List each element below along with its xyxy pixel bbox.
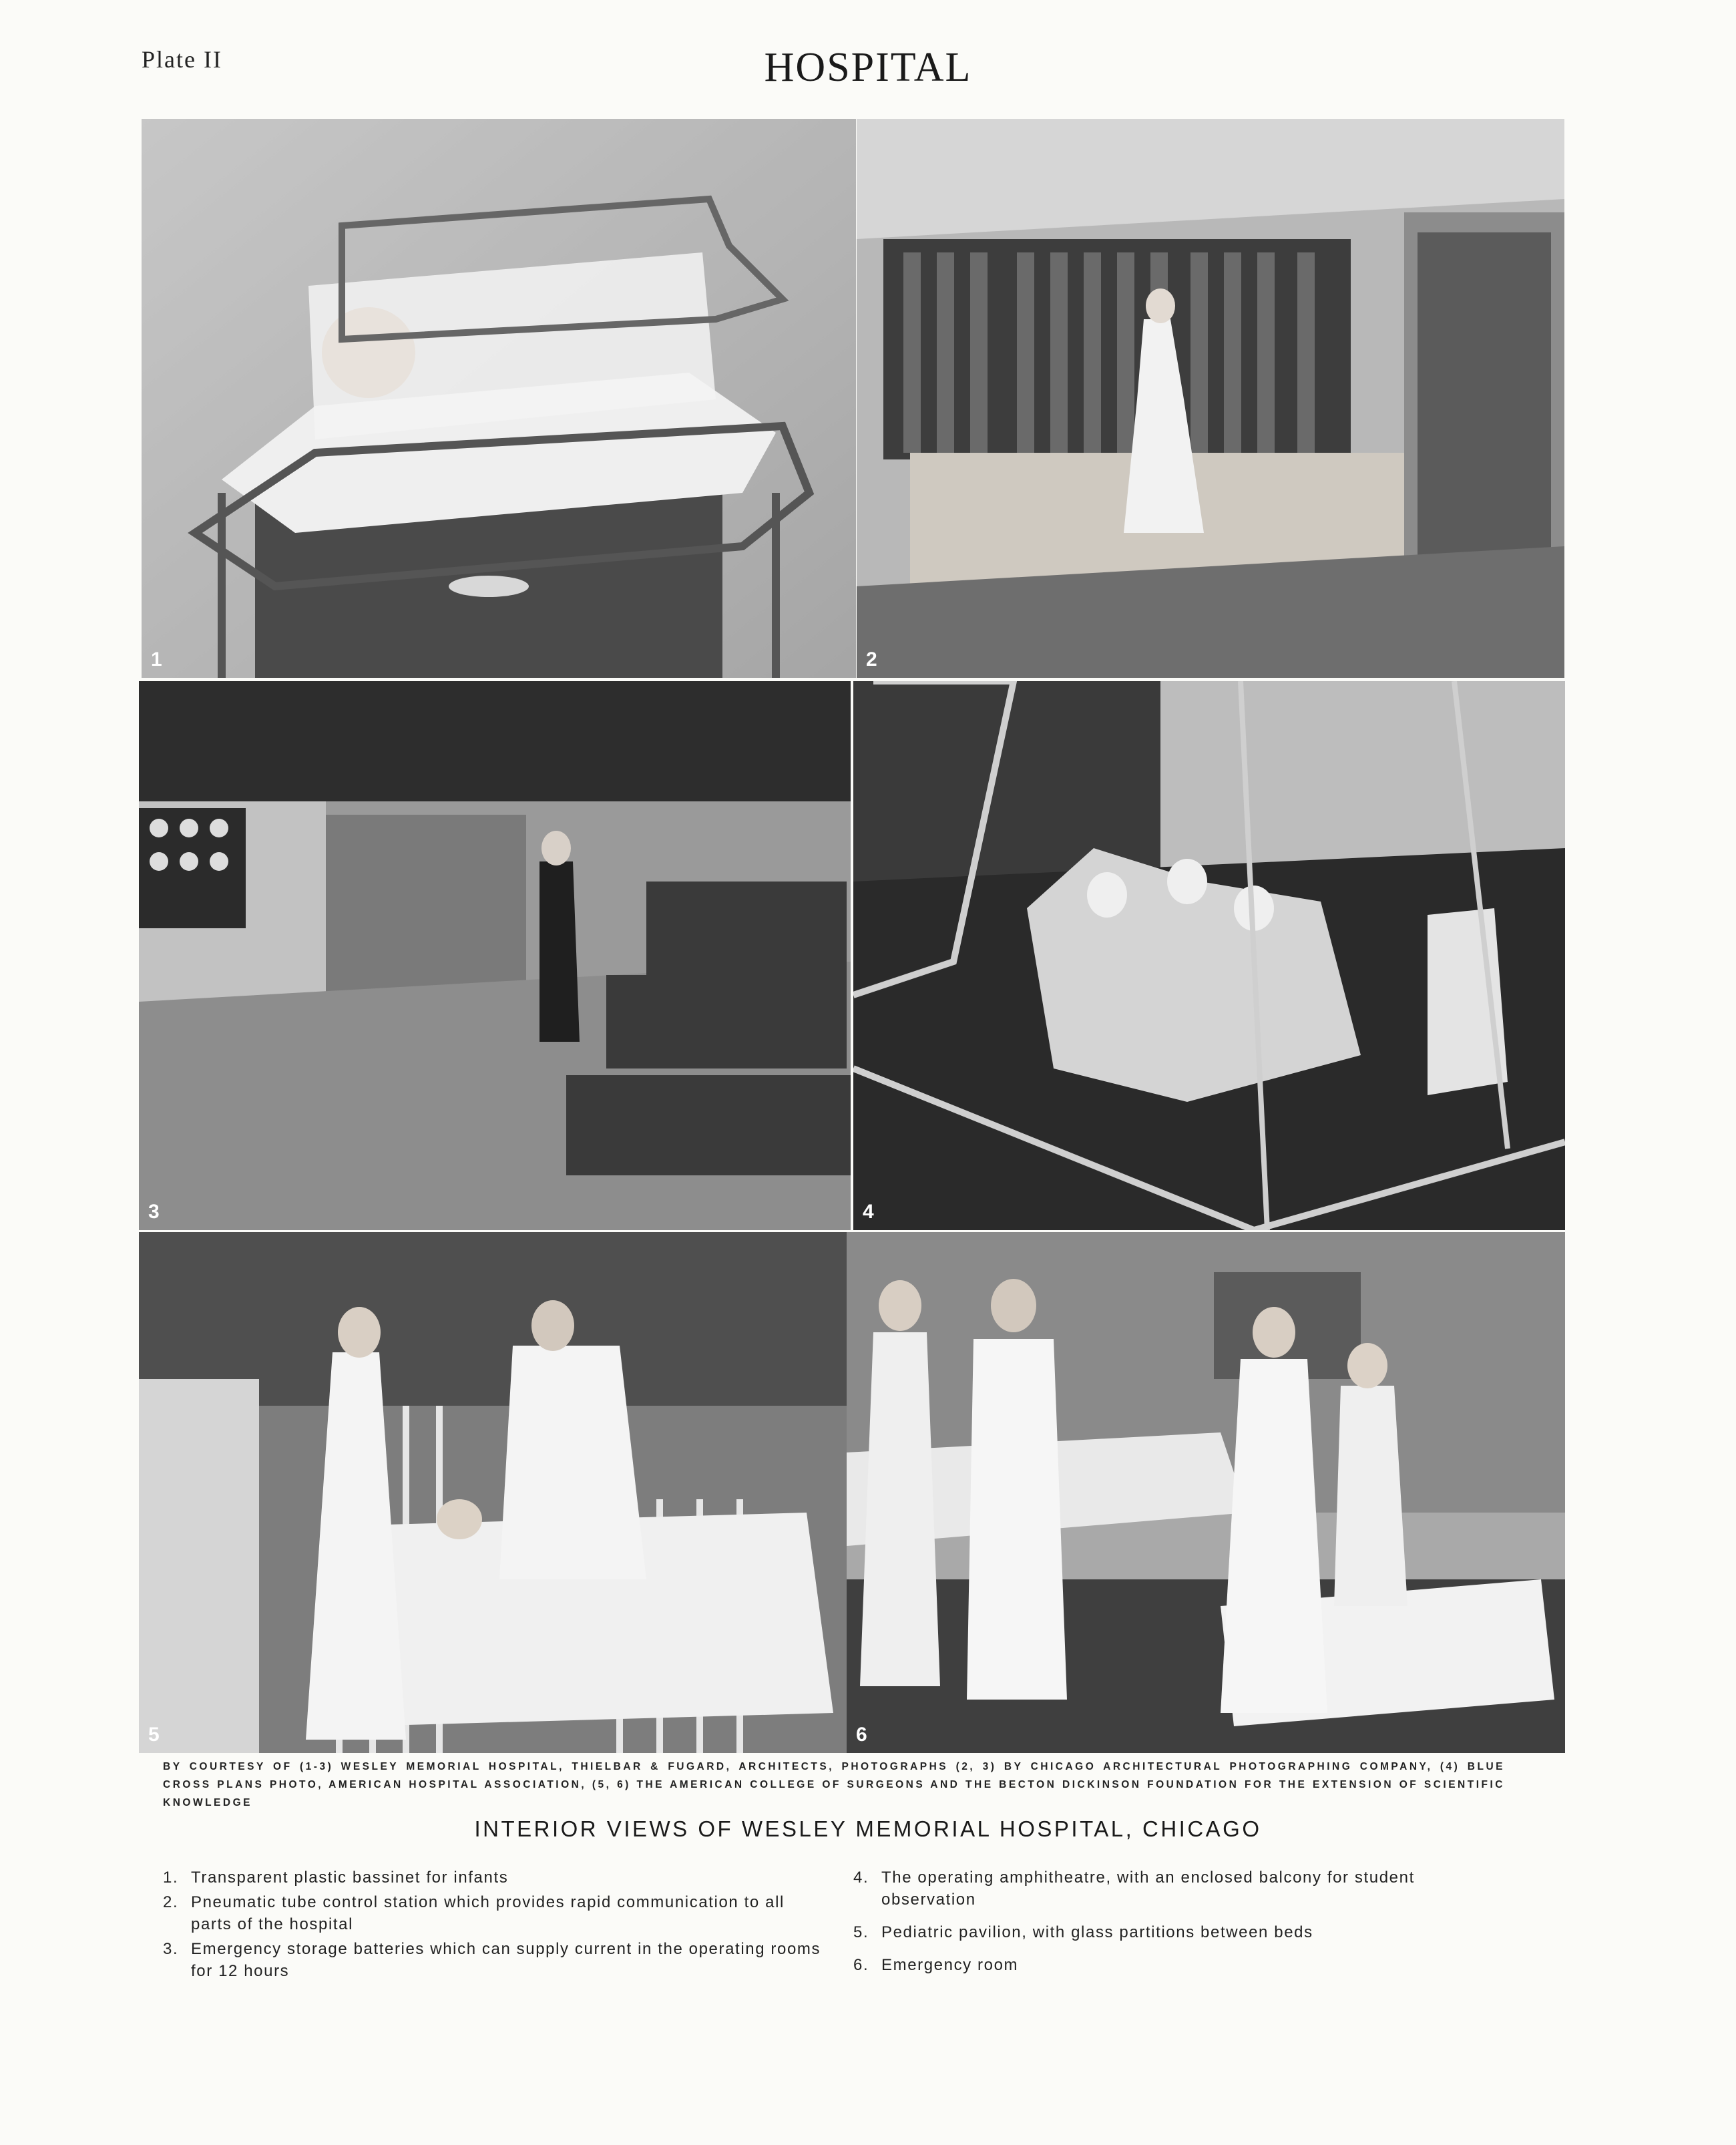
- caption-text: Pediatric pavilion, with glass partitions between beds: [881, 1923, 1313, 1941]
- plate-caption-title: INTERIOR VIEWS OF WESLEY MEMORIAL HOSPITAL, CHICAGO: [474, 1816, 1262, 1841]
- photo-number: 2: [866, 648, 877, 670]
- caption-number: 4.: [853, 1869, 869, 1887]
- photo-operating-amphitheatre: [853, 681, 1565, 1230]
- caption-item: [163, 1891, 824, 1935]
- photo-pneumatic-tube-station: [857, 119, 1564, 678]
- caption-number: 2.: [163, 1893, 179, 1911]
- photo-credit-line: BY COURTESY OF (1-3) WESLEY MEMORIAL HOSPITAL, THIELBAR & FUGARD, ARCHITECTS, PHOTOGRAPHS (2, 3) BY CHICAGO ARCHITECTURAL PHOTOGRAPHING COMPANY, (4) BLUE CROSS PLANS PHOTO, AMERICAN HOSPITAL ASSOCIATION, (5, 6) THE AMERICAN COLLEGE OF SURGEONS AND THE BECTON DICKINSON FOUNDATION FOR THE EXTENSION OF SCIENTIFIC KNOWLEDGE: [163, 1761, 1505, 1808]
- photo-emergency-room: [847, 1232, 1565, 1753]
- photo-number: 6: [856, 1724, 867, 1746]
- emergency-room-illustration: [847, 1232, 1565, 1753]
- caption-item: [853, 1954, 1508, 1976]
- caption-list-left: [163, 1867, 824, 1985]
- photo-number: 4: [863, 1201, 874, 1223]
- caption-item: [853, 1867, 1508, 1911]
- photo-storage-batteries: [139, 681, 851, 1230]
- tube-station-illustration: [857, 119, 1564, 678]
- caption-item: [163, 1867, 824, 1889]
- page-title: HOSPITAL: [764, 45, 972, 90]
- photo-number: 1: [151, 648, 162, 670]
- caption-text: The operating amphitheatre, with an enclosed balcony for student observation: [881, 1869, 1415, 1909]
- caption-text: Emergency storage batteries which can supply current in the operating rooms for 12 hours: [191, 1940, 821, 1980]
- photo-number: 3: [148, 1201, 160, 1223]
- caption-number: 5.: [853, 1923, 869, 1941]
- photo-number: 5: [148, 1724, 160, 1746]
- plate-label: Plate II: [142, 46, 222, 73]
- caption-list-right: [853, 1867, 1508, 1987]
- caption-number: 1.: [163, 1869, 179, 1887]
- photo-bassinet: [142, 119, 856, 678]
- caption-text: Emergency room: [881, 1956, 1019, 1974]
- bassinet-illustration: [142, 119, 856, 678]
- caption-item: [163, 1938, 824, 1982]
- amphitheatre-illustration: [853, 681, 1565, 1230]
- caption-text: Transparent plastic bassinet for infants: [191, 1869, 509, 1887]
- caption-number: 3.: [163, 1940, 179, 1958]
- pavilion-illustration: [139, 1232, 847, 1753]
- batteries-illustration: [139, 681, 851, 1230]
- caption-number: 6.: [853, 1956, 869, 1974]
- caption-item: [853, 1921, 1508, 1943]
- caption-text: Pneumatic tube control station which provides rapid communication to all parts of the hospital: [191, 1893, 785, 1933]
- photo-pediatric-pavilion: [139, 1232, 847, 1753]
